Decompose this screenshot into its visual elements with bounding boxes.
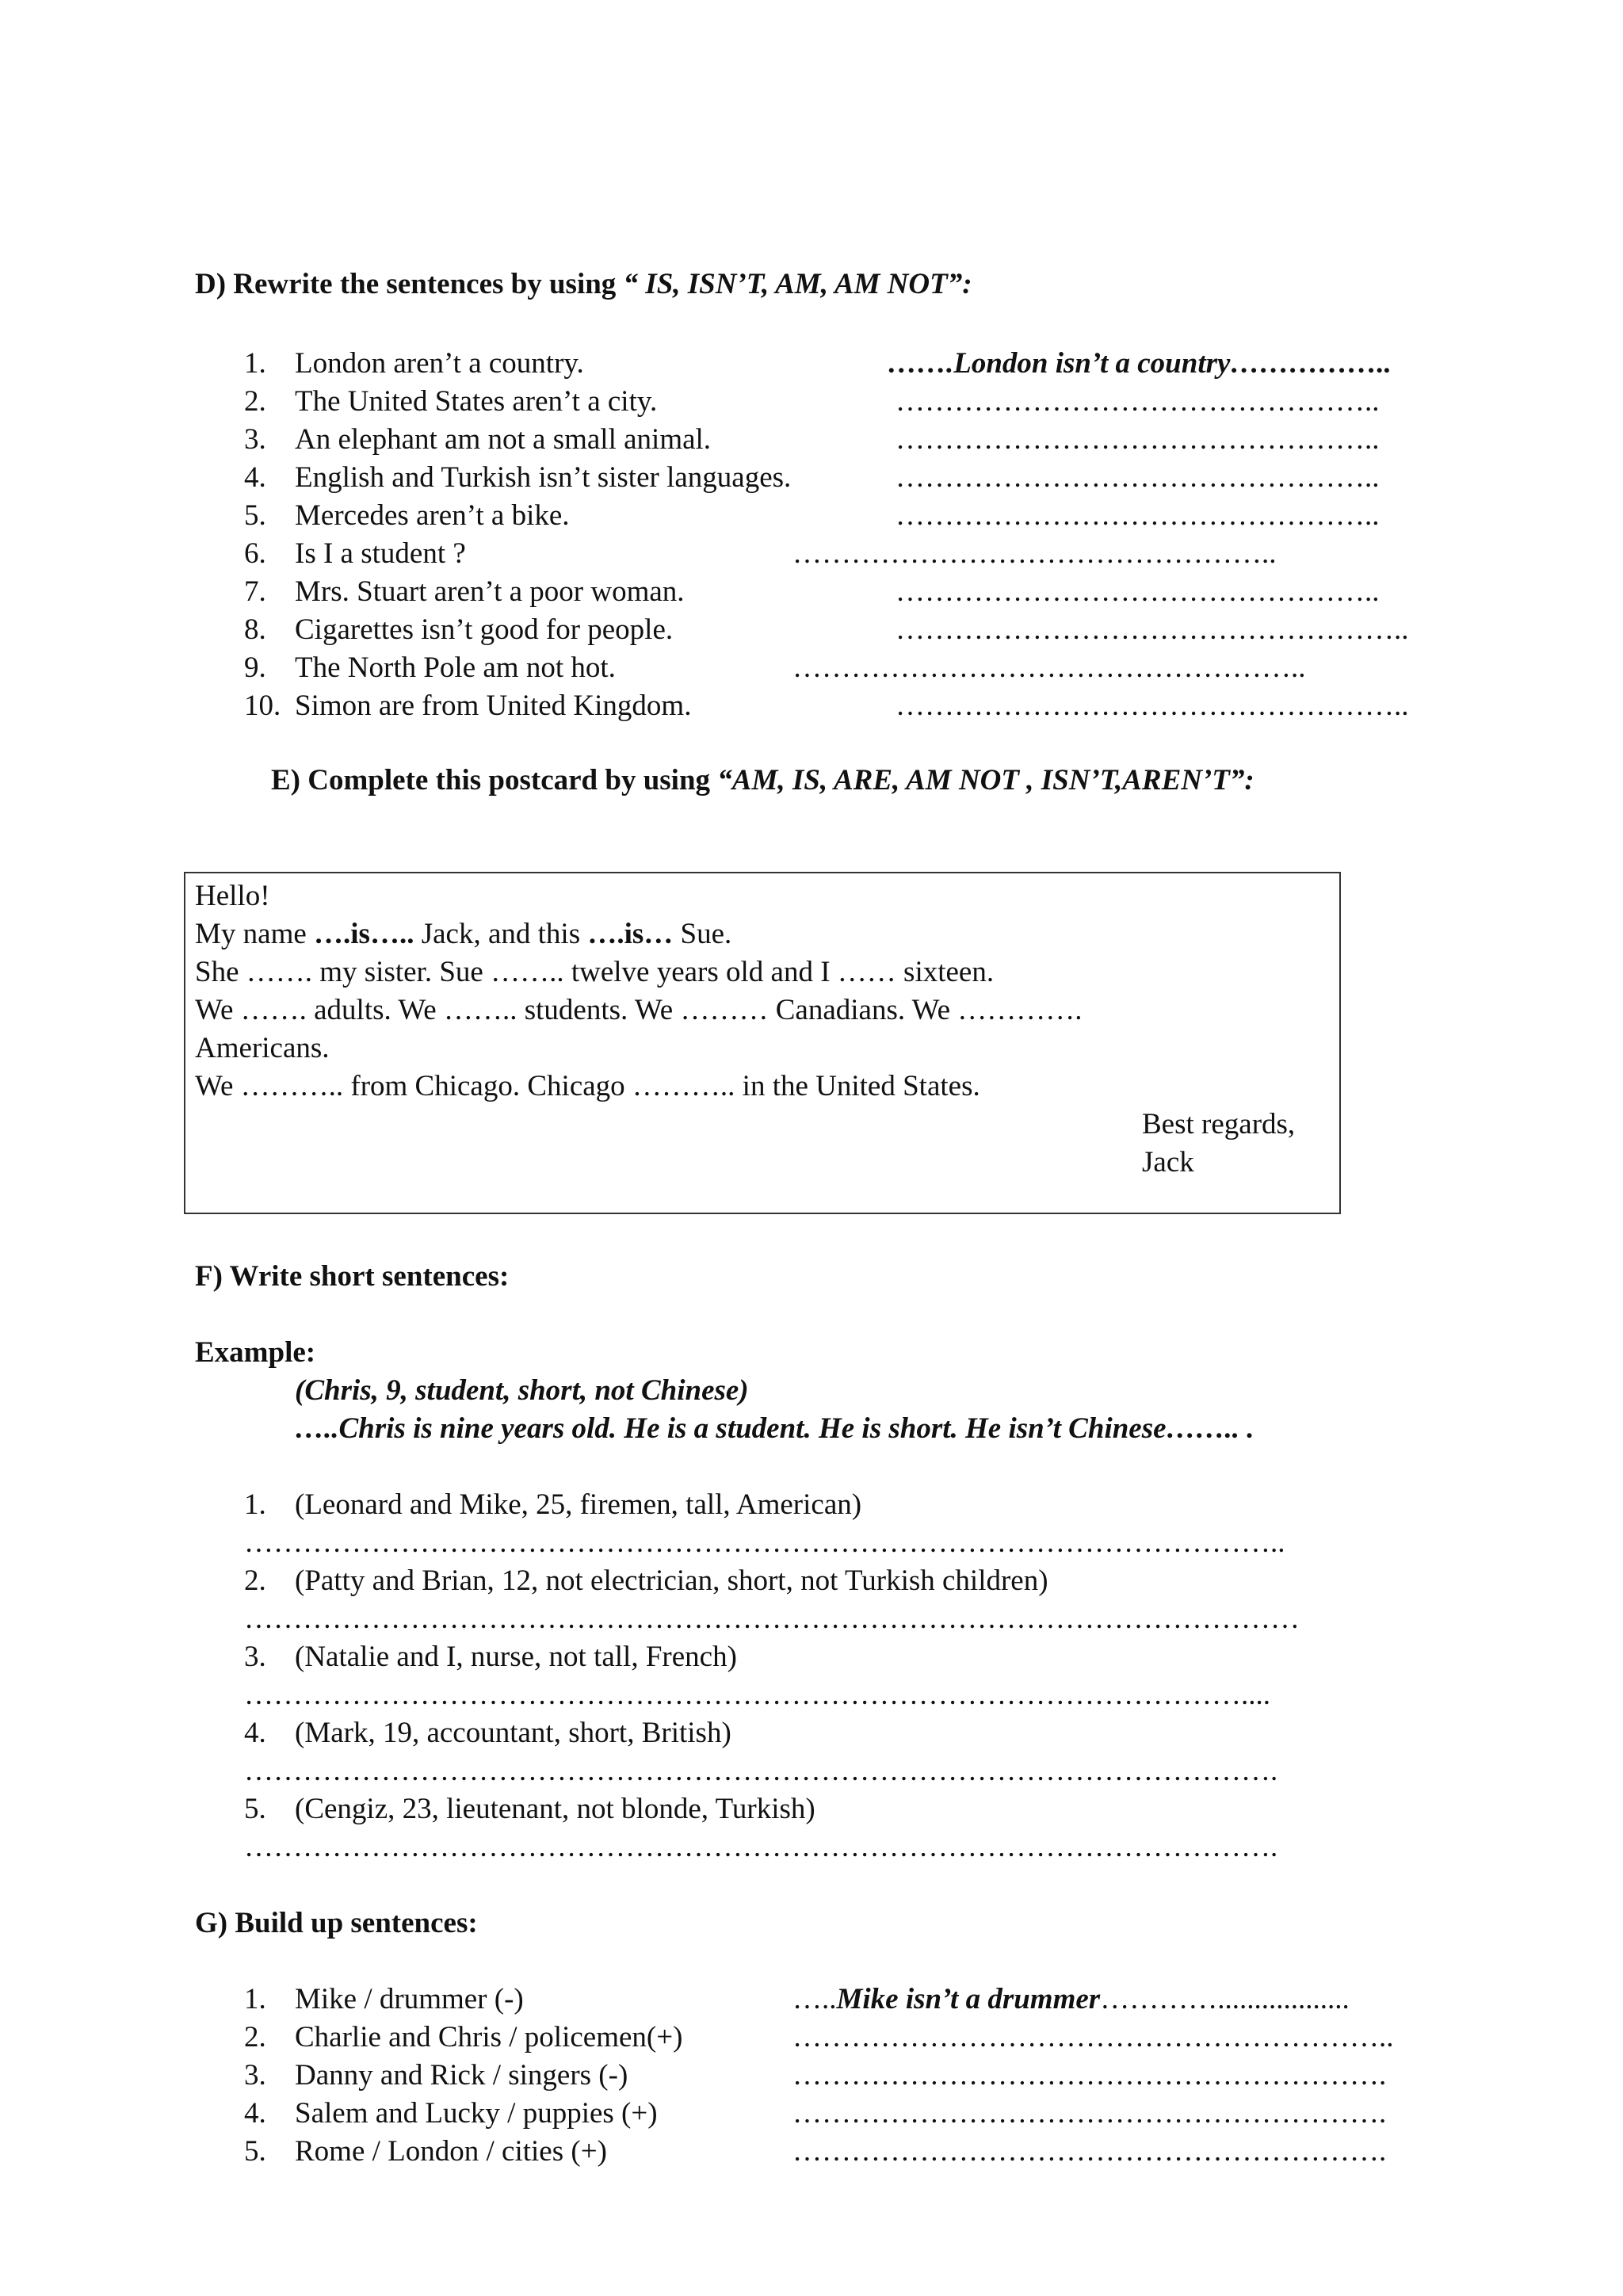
- list-item-number: 1.: [244, 1983, 266, 2015]
- filled-blank[interactable]: ….is…..: [314, 918, 414, 950]
- postcard-line[interactable]: We ……. adults. We …….. students. We ……… Canadians. We ………….: [195, 994, 1083, 1026]
- list-item-number: 7.: [244, 575, 266, 608]
- answer-line[interactable]: …………………………………………..: [896, 385, 1380, 418]
- list-item-number: 2.: [244, 1564, 266, 1597]
- list-item-text: London aren’t a country.: [295, 347, 584, 380]
- postcard-text: Sue.: [673, 918, 732, 950]
- answer-line[interactable]: …………………………………………………….: [792, 2135, 1387, 2168]
- answer-line[interactable]: ……………………………………………………..: [792, 2021, 1394, 2053]
- list-item-number: 9.: [244, 651, 266, 684]
- answer-line[interactable]: [792, 1985, 1350, 2014]
- list-item-text: Salem and Lucky / puppies (+): [295, 2097, 658, 2130]
- answer-line[interactable]: …………………………………………..: [896, 499, 1380, 532]
- answer-line[interactable]: ……………………………………………..: [896, 690, 1409, 722]
- list-item-text: An elephant am not a small animal.: [295, 423, 712, 456]
- list-item-number: 8.: [244, 613, 266, 646]
- section-e-title-text: E) Complete this postcard by using: [271, 764, 718, 797]
- list-item-text: English and Turkish isn’t sister languages.: [295, 461, 792, 494]
- answer-line[interactable]: …………………………………………………………………………………………....: [244, 1679, 1270, 1711]
- list-item-number: 4.: [244, 1717, 266, 1749]
- answer-line[interactable]: …………………………………………..: [896, 423, 1380, 456]
- list-item-number: 5.: [244, 2135, 266, 2168]
- list-item-text: (Natalie and I, nurse, not tall, French): [295, 1641, 737, 1673]
- filled-blank[interactable]: ….is…: [587, 918, 674, 950]
- answer-line[interactable]: …………………………………………..: [792, 537, 1277, 570]
- list-item-number: 3.: [244, 1641, 266, 1673]
- section-e-title: [271, 766, 1254, 795]
- example-answer: …..Chris is nine years old. He is a student. He is short. He isn’t Chinese…….. .: [295, 1412, 1254, 1445]
- section-d-title-text: D) Rewrite the sentences by using: [195, 268, 624, 300]
- list-item-text: (Leonard and Mike, 25, firemen, tall, American): [295, 1488, 862, 1521]
- list-item-number: 5.: [244, 1793, 266, 1825]
- list-item-number: 1.: [244, 1488, 266, 1521]
- answer-suffix: …………..................: [1100, 1983, 1350, 2015]
- list-item-text: Mercedes aren’t a bike.: [295, 499, 570, 532]
- list-item-text: Charlie and Chris / policemen(+): [295, 2021, 683, 2053]
- section-d-title-keywords: “ IS, ISN’T, AM, AM NOT”:: [623, 268, 972, 300]
- list-item-text: Mrs. Stuart aren’t a poor woman.: [295, 575, 685, 608]
- list-item-number: 5.: [244, 499, 266, 532]
- postcard-greeting: Hello!: [195, 880, 270, 912]
- list-item-number: 2.: [244, 2021, 266, 2053]
- list-item-text: The North Pole am not hot.: [295, 651, 616, 684]
- postcard-text: Jack, and this: [414, 918, 588, 950]
- answer-line[interactable]: …………………………………………………….: [792, 2097, 1387, 2130]
- list-item-text: Cigarettes isn’t good for people.: [295, 613, 674, 646]
- answer-line[interactable]: ……………………………………………..: [792, 651, 1306, 684]
- answer-line[interactable]: …………………………………………..: [896, 461, 1380, 494]
- example-prompt: (Chris, 9, student, short, not Chinese): [295, 1374, 749, 1407]
- section-e-title-keywords: “AM, IS, ARE, AM NOT , ISN’T,AREN’T”:: [717, 764, 1254, 797]
- list-item-text: (Mark, 19, accountant, short, British): [295, 1717, 731, 1749]
- list-item-text: Is I a student ?: [295, 537, 466, 570]
- postcard-line: Americans.: [195, 1032, 330, 1064]
- postcard-closing: Best regards,: [1142, 1108, 1296, 1140]
- list-item-text: Rome / London / cities (+): [295, 2135, 607, 2168]
- list-item-text: (Patty and Brian, 12, not electrician, short, not Turkish children): [295, 1564, 1048, 1597]
- list-item-text: The United States aren’t a city.: [295, 385, 658, 418]
- list-item-number: 3.: [244, 2059, 266, 2092]
- list-item-number: 10.: [244, 690, 281, 722]
- list-item-number: 3.: [244, 423, 266, 456]
- answer-prefix: …..: [792, 1983, 837, 2015]
- answer-line[interactable]: …………………………………………………………………………………………….: [244, 1831, 1278, 1863]
- list-item-number: 4.: [244, 461, 266, 494]
- example-label: Example:: [195, 1336, 316, 1369]
- list-item-number: 1.: [244, 347, 266, 380]
- section-g-title: G) Build up sentences:: [195, 1907, 478, 1939]
- answer-line[interactable]: …….London isn’t a country……………..: [888, 347, 1392, 380]
- list-item-number: 2.: [244, 385, 266, 418]
- postcard-line: [195, 919, 731, 949]
- postcard-signature: Jack: [1142, 1146, 1194, 1179]
- list-item-number: 6.: [244, 537, 266, 570]
- list-item-text: Mike / drummer (-): [295, 1983, 524, 2015]
- section-d-title: [195, 269, 972, 299]
- postcard-text: My name: [195, 918, 315, 950]
- section-f-title: F) Write short sentences:: [195, 1260, 510, 1293]
- answer-sample: Mike isn’t a drummer: [836, 1983, 1101, 2015]
- answer-line[interactable]: …………………………………………..: [896, 575, 1380, 608]
- postcard-line[interactable]: She ……. my sister. Sue …….. twelve years old and I …… sixteen.: [195, 956, 995, 988]
- list-item-text: (Cengiz, 23, lieutenant, not blonde, Turkish): [295, 1793, 815, 1825]
- answer-line[interactable]: ………………………………………………………………………………………………: [244, 1603, 1300, 1635]
- list-item-number: 4.: [244, 2097, 266, 2130]
- answer-line[interactable]: …………………………………………………….: [792, 2059, 1387, 2092]
- answer-line[interactable]: ……………………………………………..: [896, 613, 1409, 646]
- list-item-text: Danny and Rick / singers (-): [295, 2059, 628, 2092]
- answer-line[interactable]: ……………………………………………………………………………………………..: [244, 1526, 1285, 1559]
- postcard-line[interactable]: We ……….. from Chicago. Chicago ……….. in the United States.: [195, 1070, 980, 1102]
- answer-line[interactable]: …………………………………………………………………………………………….: [244, 1755, 1278, 1787]
- list-item-text: Simon are from United Kingdom.: [295, 690, 692, 722]
